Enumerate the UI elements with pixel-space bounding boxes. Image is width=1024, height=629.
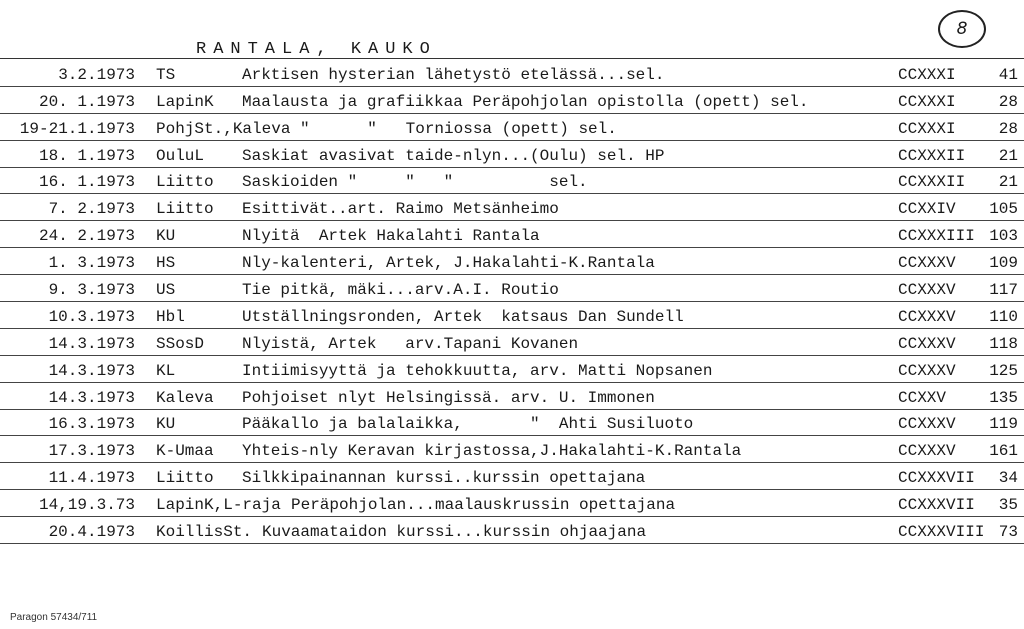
entry-source: Liitto xyxy=(156,200,214,219)
entry-volume: CCXXXI xyxy=(898,65,956,84)
entry-row xyxy=(0,141,1024,168)
entry-source: LapinK xyxy=(156,92,214,111)
entry-date: 14.3.1973 xyxy=(48,361,135,380)
entry-title: Yhteis-nly Keravan kirjastossa,J.Hakalahti-K.Rantala xyxy=(242,442,742,461)
entry-title: Nly-kalenteri, Artek, J.Hakalahti-K.Rantala xyxy=(242,254,655,273)
entry-page: 103 xyxy=(989,227,1018,246)
entry-row xyxy=(0,410,1024,437)
entry-date: 14.3.1973 xyxy=(48,388,135,407)
entry-volume: CCXXXV xyxy=(898,254,956,273)
entry-row xyxy=(0,60,1024,87)
entry-row xyxy=(0,221,1024,248)
entry-page: 119 xyxy=(989,415,1018,434)
entry-date: 3.2.1973 xyxy=(58,65,135,84)
entry-page: 21 xyxy=(998,173,1018,192)
entry-row xyxy=(0,383,1024,410)
entry-source: KoillisSt. xyxy=(156,523,253,542)
entry-volume: CCXXXI xyxy=(898,92,956,111)
entry-volume: CCXXXV xyxy=(898,361,956,380)
entry-page: 28 xyxy=(998,119,1018,138)
entry-date: 10.3.1973 xyxy=(48,307,135,326)
entry-volume: CCXXXV xyxy=(898,415,956,434)
entry-date: 20.4.1973 xyxy=(48,523,135,542)
entry-page: 28 xyxy=(998,92,1018,111)
entry-source: KU xyxy=(156,227,176,246)
entry-page: 73 xyxy=(998,523,1018,542)
entry-volume: CCXXXI xyxy=(898,119,956,138)
entry-title: Pääkallo ja balalaikka, " Ahti Susiluoto xyxy=(242,415,694,434)
entries-list xyxy=(0,60,1024,544)
entry-source: Liitto xyxy=(156,469,214,488)
heading-rule xyxy=(0,58,1024,59)
entry-row xyxy=(0,275,1024,302)
entry-volume: CCXXXV xyxy=(898,281,956,300)
entry-title: Peräpohjolan...maalauskrussin opettajana xyxy=(291,496,676,515)
entry-source: Liitto xyxy=(156,173,214,192)
entry-row xyxy=(0,248,1024,275)
entry-date: 7. 2.1973 xyxy=(48,200,135,219)
entry-title: " " Torniossa (opett) sel. xyxy=(300,119,617,138)
entry-volume: CCXXXII xyxy=(898,146,966,165)
card-footer: Paragon 57434/711 xyxy=(10,612,98,623)
entry-title: Nlyitä Artek Hakalahti Rantala xyxy=(242,227,540,246)
entry-date: 17.3.1973 xyxy=(48,442,135,461)
entry-volume: CCXXXVIII xyxy=(898,523,985,542)
entry-title: Nlyistä, Artek arv.Tapani Kovanen xyxy=(242,334,579,353)
entry-page: 117 xyxy=(989,281,1018,300)
entry-date: 24. 2.1973 xyxy=(38,227,135,246)
entry-title: Kuvaamataidon kurssi...kurssin ohjaajana xyxy=(262,523,647,542)
entry-title: Saskiat avasivat taide-nlyn...(Oulu) sel. HP xyxy=(242,146,665,165)
entry-source: TS xyxy=(156,65,176,84)
entry-date: 11.4.1973 xyxy=(48,469,135,488)
entry-row xyxy=(0,329,1024,356)
card-heading: RANTALA, KAUKO xyxy=(196,40,437,59)
entry-row xyxy=(0,114,1024,141)
entry-page: 118 xyxy=(989,334,1018,353)
entry-source: US xyxy=(156,281,176,300)
entry-date: 20. 1.1973 xyxy=(38,92,135,111)
entry-source: LapinK,L-raja xyxy=(156,496,281,515)
entry-volume: CCXXXVII xyxy=(898,496,975,515)
entry-title: Tie pitkä, mäki...arv.A.I. Routio xyxy=(242,281,559,300)
entry-row xyxy=(0,87,1024,114)
entry-page: 125 xyxy=(989,361,1018,380)
entry-source: HS xyxy=(156,254,176,273)
entry-date: 16. 1.1973 xyxy=(38,173,135,192)
entry-page: 41 xyxy=(998,65,1018,84)
entry-date: 14.3.1973 xyxy=(48,334,135,353)
entry-source: SSosD xyxy=(156,334,205,353)
entry-title: Saskioiden " " " sel. xyxy=(242,173,588,192)
entry-title: Utställningsronden, Artek katsaus Dan Sundell xyxy=(242,307,684,326)
entry-page: 135 xyxy=(989,388,1018,407)
entry-volume: CCXXV xyxy=(898,388,947,407)
entry-title: Pohjoiset nlyt Helsingissä. arv. U. Immonen xyxy=(242,388,655,407)
entry-page: 35 xyxy=(998,496,1018,515)
entry-page: 110 xyxy=(989,307,1018,326)
entry-row xyxy=(0,302,1024,329)
entry-volume: CCXXXV xyxy=(898,442,956,461)
entry-title: Maalausta ja grafiikkaa Peräpohjolan opistolla (opett) sel. xyxy=(242,92,809,111)
entry-source: Hbl xyxy=(156,307,185,326)
entry-date: 16.3.1973 xyxy=(48,415,135,434)
entry-row xyxy=(0,463,1024,490)
entry-volume: CCXXXV xyxy=(898,334,956,353)
entry-row xyxy=(0,490,1024,517)
entry-date: 14,19.3.73 xyxy=(38,496,135,515)
entry-source: KU xyxy=(156,415,176,434)
entry-page: 161 xyxy=(989,442,1018,461)
entry-date: 1. 3.1973 xyxy=(48,254,135,273)
entry-title: Esittivät..art. Raimo Metsänheimo xyxy=(242,200,559,219)
entry-page: 105 xyxy=(989,200,1018,219)
entry-date: 18. 1.1973 xyxy=(38,146,135,165)
entry-source: Kaleva xyxy=(156,388,214,407)
entry-row xyxy=(0,356,1024,383)
entry-title: Arktisen hysterian lähetystö etelässä...sel. xyxy=(242,65,665,84)
entry-source: OuluL xyxy=(156,146,205,165)
entry-row xyxy=(0,517,1024,544)
entry-source: PohjSt.,Kaleva xyxy=(156,119,291,138)
entry-page: 109 xyxy=(989,254,1018,273)
entry-title: Silkkipainannan kurssi..kurssin opettajana xyxy=(242,469,646,488)
entry-row xyxy=(0,194,1024,221)
entry-volume: CCXXIV xyxy=(898,200,956,219)
entry-row xyxy=(0,436,1024,463)
entry-date: 19-21.1.1973 xyxy=(19,119,135,138)
entry-row xyxy=(0,168,1024,195)
entry-source: KL xyxy=(156,361,176,380)
entry-volume: CCXXXV xyxy=(898,307,956,326)
entry-title: Intiimisyyttä ja tehokkuutta, arv. Matti Nopsanen xyxy=(242,361,713,380)
entry-volume: CCXXXVII xyxy=(898,469,975,488)
entry-date: 9. 3.1973 xyxy=(48,281,135,300)
entry-page: 34 xyxy=(998,469,1018,488)
entry-source: K-Umaa xyxy=(156,442,214,461)
page-number-circle xyxy=(938,10,986,48)
entry-volume: CCXXXII xyxy=(898,173,966,192)
entry-volume: CCXXXIII xyxy=(898,227,975,246)
page-number: 8 xyxy=(956,19,968,39)
entry-page: 21 xyxy=(998,146,1018,165)
